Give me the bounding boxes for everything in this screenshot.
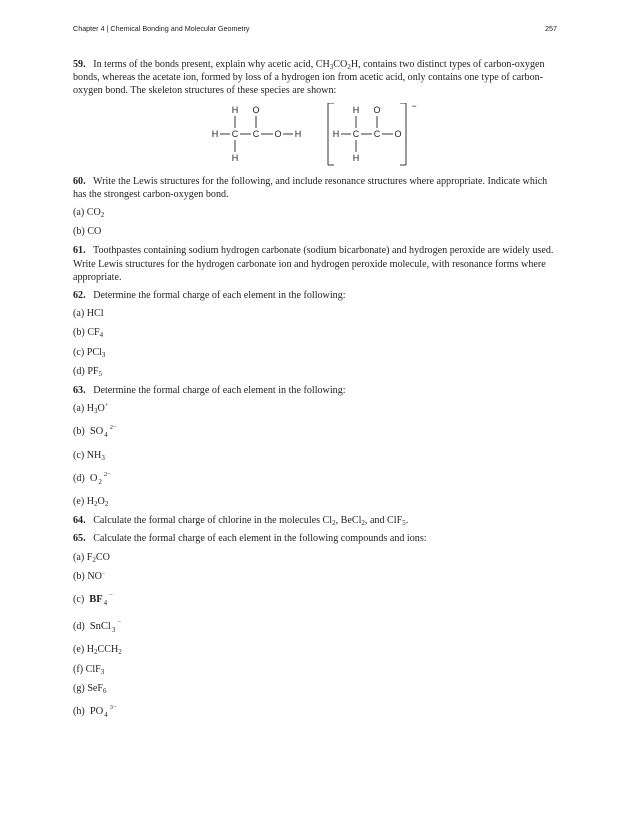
list-item: (e) $H_2CCH_2$ — [73, 644, 122, 657]
question-text: H, contains two distinct types of carbon-oxygen bonds, whereas the acetate ion, formed by loss of a hydrogen ion from acetic acid, only contains one type of carbon-oxygen bond. The skeleton structures of these species are shown: — [73, 59, 545, 97]
question-number: 61. — [73, 245, 86, 257]
list-item: (e) $H_2O_2$ — [73, 496, 109, 509]
skeleton-structures-svg — [73, 103, 557, 169]
question-number: 62. — [73, 290, 86, 302]
list-item: (c) $NH_3$ — [73, 449, 105, 462]
question-61 — [73, 244, 557, 284]
carbon-atom: C — [373, 128, 381, 139]
carbon-atom: C — [252, 128, 260, 139]
hydrogen-atom: H — [211, 128, 219, 139]
question-63 — [73, 384, 557, 397]
hydrogen-atom: H — [352, 152, 360, 163]
oxygen-atom: O — [274, 128, 282, 139]
question-text: CO — [333, 59, 348, 70]
question-59 — [73, 58, 557, 98]
question-text: Toothpastes containing sodium hydrogen carbonate (sodium bicarbonate) and hydrogen peroxide are widely used. Write Lewis structures for the hydrogen carbonate ion and hydrogen peroxide molecule, with resonance forms where appropriate. — [73, 245, 554, 283]
subscript: 3 — [329, 63, 334, 71]
list-item: (a) HCl — [73, 308, 104, 320]
question-number: 60. — [73, 175, 86, 187]
oxygen-atom: O — [373, 104, 381, 115]
list-item: (g) SeF$_6$ — [73, 682, 107, 695]
question-64: 64. Calculate the formal charge of chlorine in the molecules $Cl_2$, BeCl$_2$, and ClF$_5$. — [73, 515, 409, 528]
exercise-list — [73, 58, 557, 728]
hydrogen-atom: H — [294, 128, 302, 139]
oxygen-atom: O — [252, 104, 260, 115]
hydrogen-atom: H — [332, 128, 340, 139]
oxygen-atom: O — [394, 128, 402, 139]
question-62 — [73, 289, 557, 302]
hydrogen-atom: H — [231, 152, 239, 163]
page-number: 257 — [545, 24, 557, 33]
list-item: (c) $BF_4^-$ — [73, 592, 113, 608]
list-item: (b) $CF_4$ — [73, 327, 104, 340]
ion-charge: − — [411, 102, 417, 111]
question-text: Determine the formal charge of each element in the following: — [93, 385, 346, 397]
subscript: 2 — [347, 63, 351, 71]
question-text: Write the Lewis structures for the following, and include resonance structures where appropriate. Indicate which has the strongest carbon-oxygen bond. — [73, 175, 548, 200]
question-text: In terms of the bonds present, explain why acetic acid, CH — [93, 59, 330, 70]
question-65 — [73, 532, 557, 545]
list-item: (h) $PO_4^{3-}$ — [73, 704, 117, 720]
list-item: (a) $H_3O^+$ — [73, 403, 109, 416]
list-item: (f) ClF$_3$ — [73, 663, 105, 676]
hydrogen-atom: H — [352, 104, 360, 115]
carbon-atom: C — [231, 128, 239, 139]
carbon-atom: C — [352, 128, 360, 139]
question-number: 63. — [73, 385, 86, 397]
question-text: Determine the formal charge of each element in the following: — [93, 290, 346, 302]
hydrogen-atom: H — [231, 104, 239, 115]
question-number: 65. — [73, 533, 86, 545]
list-item: (d) $O_2^{2-}$ — [73, 470, 111, 486]
list-item: (b) CO — [73, 226, 102, 238]
chapter-title: Chapter 4 | Chemical Bonding and Molecular Geometry — [73, 24, 250, 33]
list-item: (a) $F_2CO$ — [73, 551, 110, 564]
skeleton-structures-diagram — [73, 103, 557, 169]
question-number: 59. — [73, 59, 86, 70]
page-header — [73, 24, 557, 38]
question-text: Calculate the formal charge of each element in the following compounds and ions: — [93, 533, 427, 545]
list-item: (c) PCl$_3$ — [73, 346, 106, 359]
question-number: 64. — [73, 515, 86, 527]
list-item: (b) NO− — [73, 570, 106, 582]
question-60 — [73, 175, 557, 201]
list-item: (b) $SO_4^{2-}$ — [73, 424, 117, 440]
list-item: (d) $PF_5$ — [73, 365, 103, 378]
list-item: (a) $CO_2$ — [73, 207, 105, 220]
list-item: (d) SnCl$_3$− — [73, 619, 122, 635]
